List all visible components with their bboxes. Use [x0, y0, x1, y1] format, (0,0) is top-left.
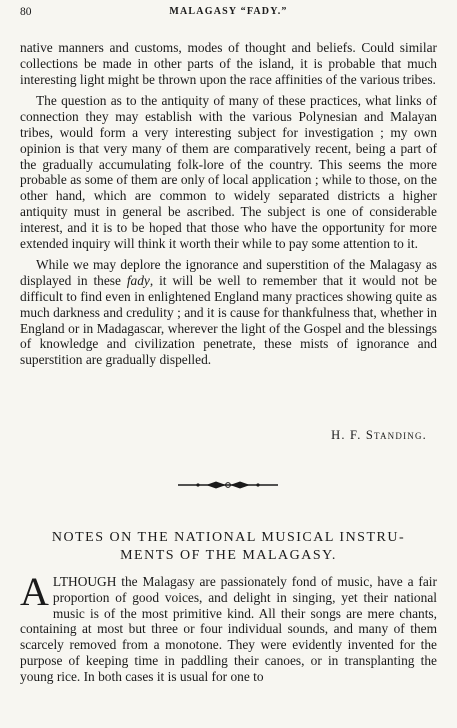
article-title-line: NOTES ON THE NATIONAL MUSICAL INSTRU- — [51, 530, 406, 545]
article-title — [20, 529, 437, 564]
paragraph-text: While we may deplore the ignorance and superstition of the Malagasy as displayed in these — [20, 257, 437, 289]
opening-caps: LTHOUGH — [52, 574, 117, 589]
article-text: the Malagasy are passionately fond of music, have a fair proportion of good voices, and delight in singing, yet their national music is of the most primitive kind. All their songs are mere chants, containing at most but three or four individual sounds, and many of them scarcely removed from a monotone. They were evidently invented for the purpose of keeping time in paddling their canoes, or in transplanting the young rice. In both cases it is usual for one to — [20, 574, 437, 684]
paragraph: native manners and customs, modes of thought and beliefs. Could similar collections be made in other parts of the island, it is probable that much interesting light might be thrown upon the race affinities of the various tribes. — [20, 40, 437, 87]
paragraph-last — [20, 257, 437, 368]
paragraph-text: , it will be well to remember that it would not be difficult to find even in enlightened England many practices showing quite as much darkness and credulity ; and it is cause for thankfulness that, whether in England or in Madagascar, wherever the light of the Gospel and the blessings of knowledge and civilization penetrate, these mists of ignorance and superstition are gradually dispelled. — [20, 273, 437, 368]
page-number: 80 — [20, 6, 32, 18]
author-signature — [331, 428, 427, 443]
previous-article-text — [20, 40, 437, 368]
article-body — [20, 569, 437, 685]
paragraph: The question as to the antiquity of many of these practices, what links of connection they may establish with the various Polynesian and Malayan tribes, would form a very interesting subject for investigation ; my own opinion is that very many of them are comparatively recent, being a part of the gradually accumulating folk-lore of the country. This seems the more probable as some of them are only of local application ; while to those, on the other hand, which are common to widely separated districts a higher antiquity must in general be ascribed. The subject is one of considerable interest, and it is to be hoped that those who have the opportunity for more extended inquiry will think it worth their while to pay some attention to it. — [20, 93, 437, 251]
running-title: MALAGASY “FADY.” — [169, 6, 288, 17]
signature-text: H. F. Standing. — [331, 428, 427, 442]
ornament-divider — [178, 480, 278, 490]
drop-cap: A — [20, 569, 49, 614]
italic-term: fady — [126, 273, 150, 289]
article-title-line: MENTS OF THE MALAGASY. — [120, 547, 337, 563]
running-head — [20, 4, 437, 20]
